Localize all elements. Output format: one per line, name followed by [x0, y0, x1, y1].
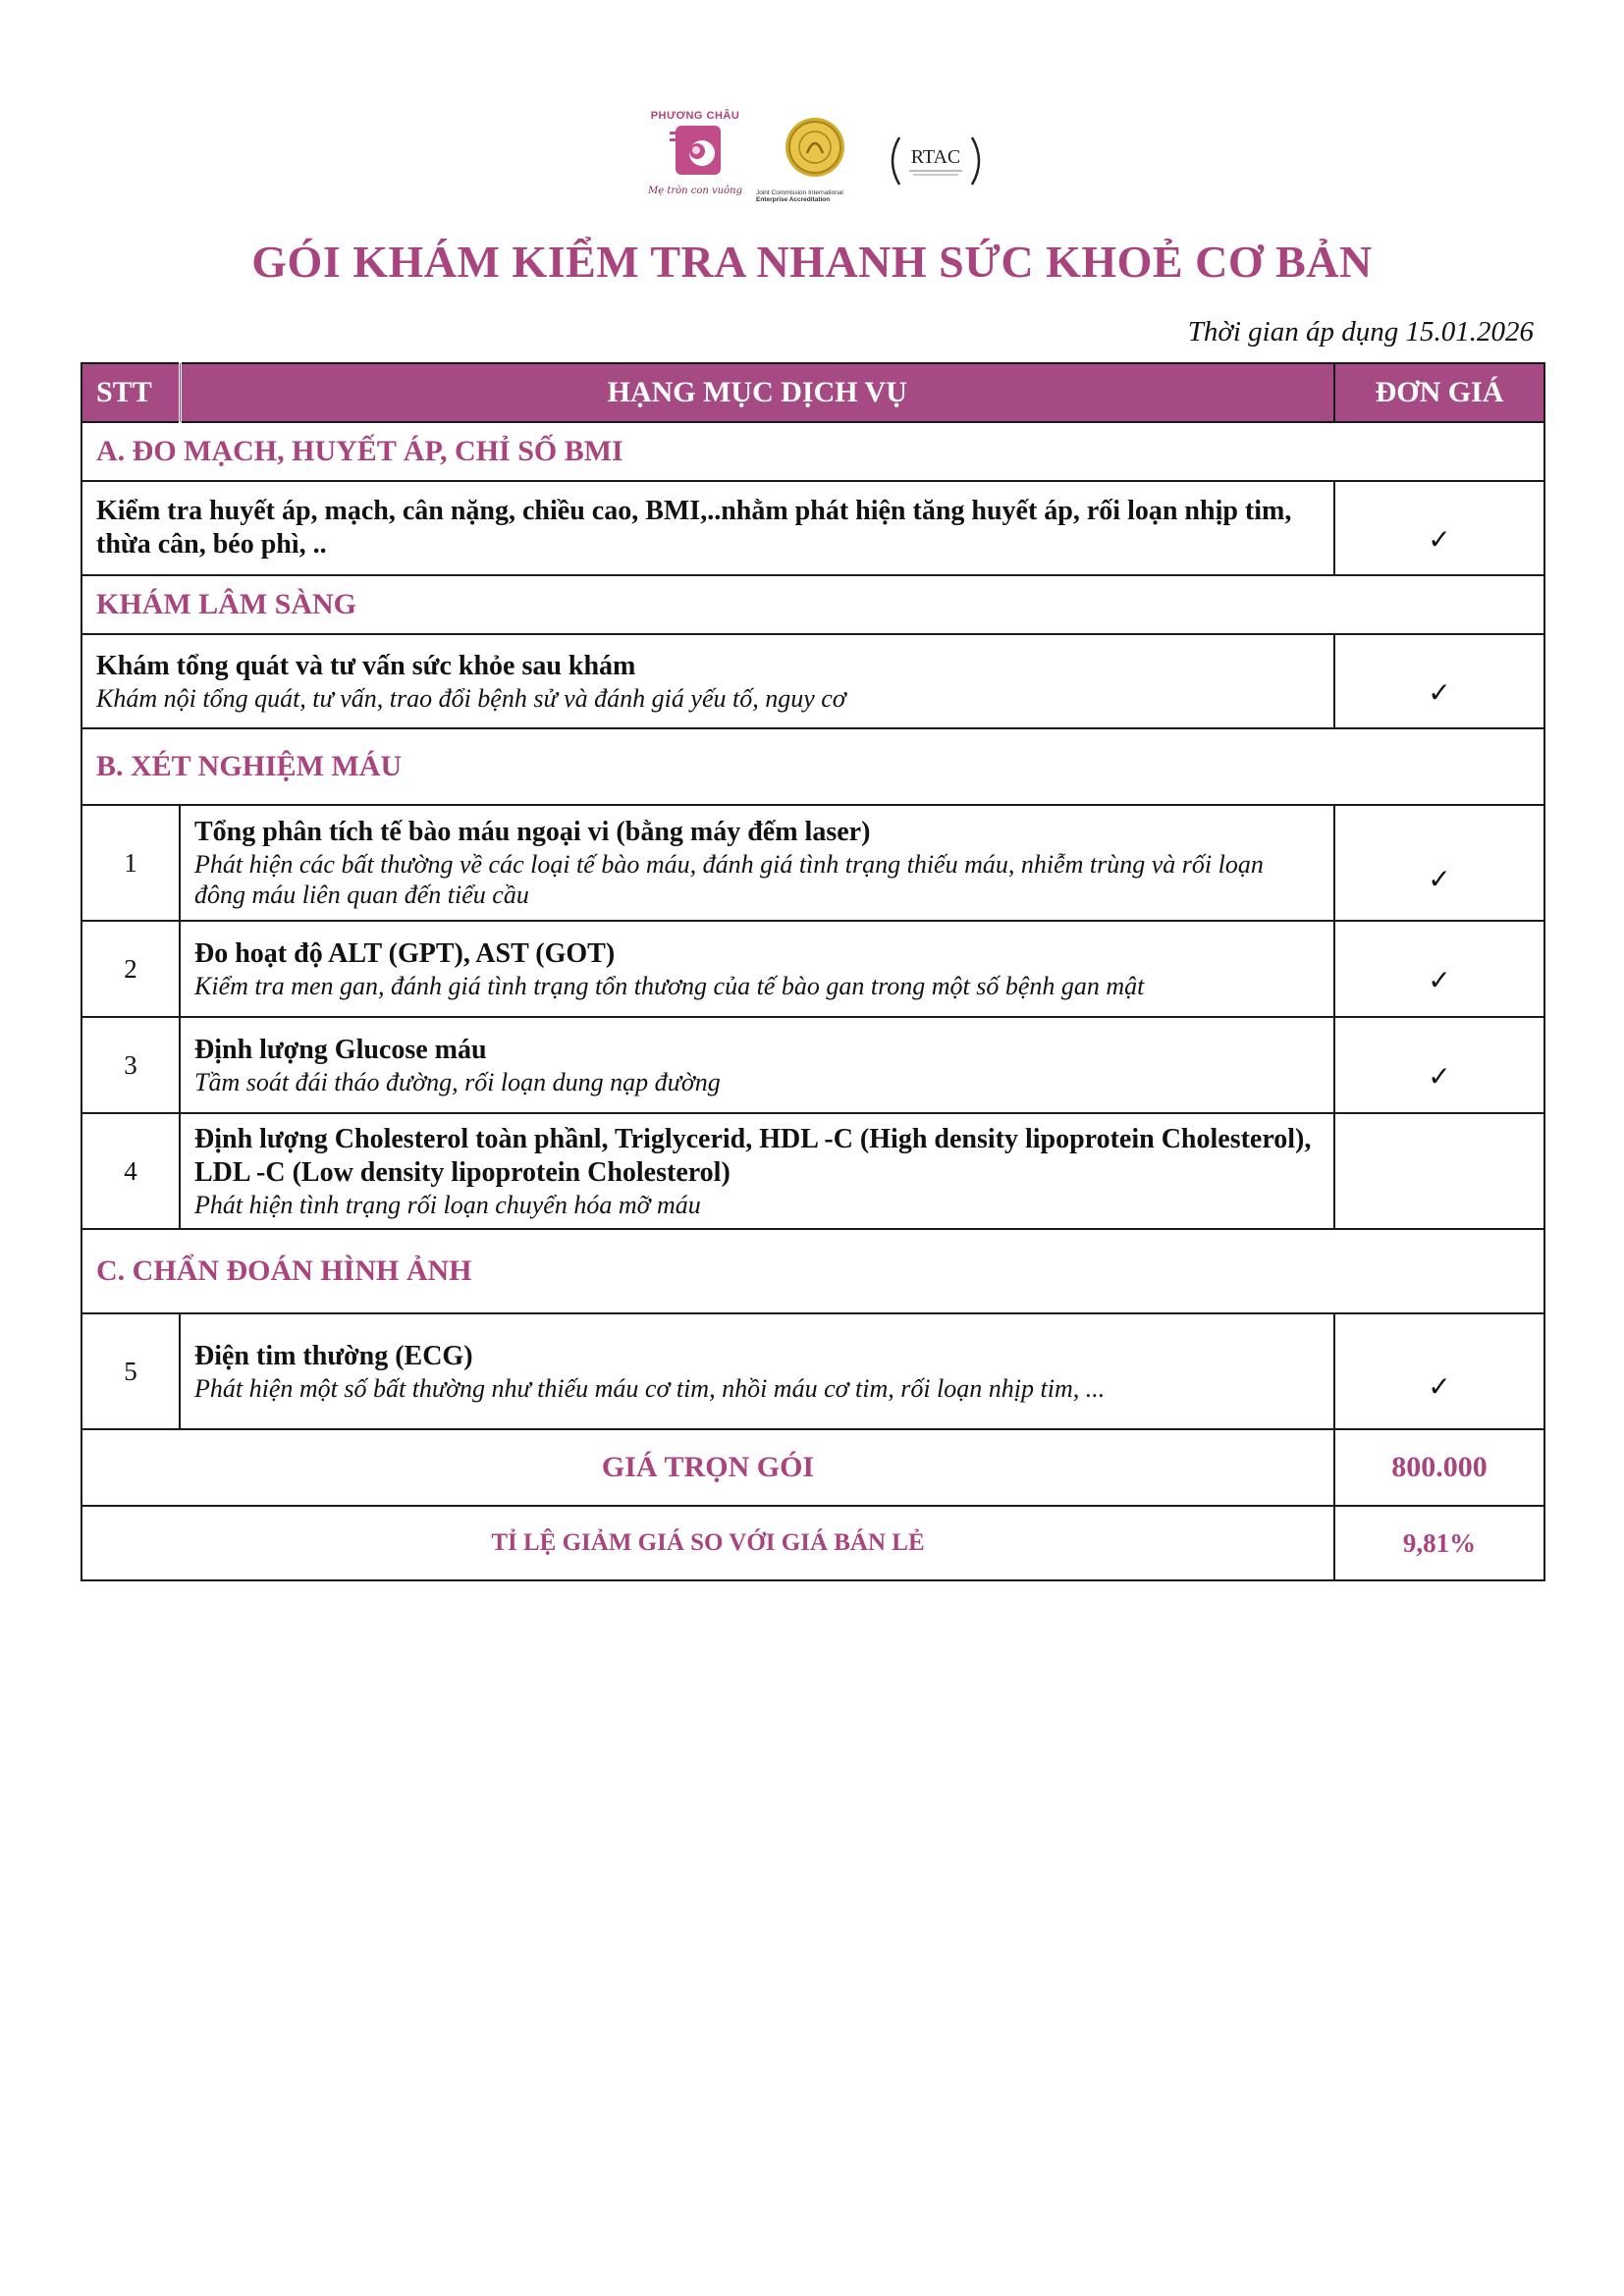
logo-bar [0, 110, 1624, 218]
applied-date: Thời gian áp dụng 15.01.2026 [1187, 316, 1534, 347]
jci-seal-icon [756, 114, 884, 185]
item-name: Định lượng Glucose máu [194, 1034, 487, 1065]
header-stt: STT [81, 363, 180, 422]
phuong-chau-logo [640, 110, 750, 208]
service-table [81, 362, 1545, 1581]
table-row [81, 921, 1544, 1017]
item-name: Tổng phân tích tế bào máu ngoại vi (bằng máy đếm laser) [194, 817, 871, 847]
discount-value: 9,81% [1334, 1506, 1544, 1580]
item-desc: Phát hiện một số bất thường như thiếu máu cơ tim, nhồi máu cơ tim, rối loạn nhịp tim, ... [194, 1373, 1106, 1403]
check-mark-icon: ✓ [1334, 805, 1544, 921]
jci-logo [756, 114, 884, 212]
item-content [180, 1017, 1334, 1113]
section-title: C. CHẨN ĐOÁN HÌNH ẢNH [81, 1229, 1544, 1313]
section-row [81, 1229, 1544, 1313]
rtac-bracket-icon [882, 132, 990, 190]
header-price: ĐƠN GIÁ [1334, 363, 1544, 422]
item-name: Định lượng Cholesterol toàn phầnl, Triglycerid, HDL -C (High density lipoprotein Cholesterol), LDL -C (Low density lipoprotein Cholesterol) [194, 1123, 1312, 1188]
section-title: KHÁM LÂM SÀNG [81, 575, 1544, 634]
phuong-chau-tagline: Mẹ tròn con vuông [648, 186, 742, 196]
table-header-row [81, 363, 1544, 422]
total-label: GIÁ TRỌN GÓI [81, 1429, 1334, 1506]
item-price-empty [1334, 1113, 1544, 1229]
section-row [81, 422, 1544, 481]
item-number: 3 [81, 1017, 180, 1113]
check-mark-icon: ✓ [1334, 634, 1544, 728]
table-row [81, 634, 1544, 728]
item-content [81, 634, 1334, 728]
page-title: GÓI KHÁM KIỂM TRA NHANH SỨC KHOẺ CƠ BẢN [251, 237, 1373, 287]
check-mark-icon: ✓ [1334, 1017, 1544, 1113]
item-name: Khám tổng quát và tư vấn sức khỏe sau khám [96, 650, 636, 681]
item-number: 1 [81, 805, 180, 921]
item-content [180, 805, 1334, 921]
item-content [81, 481, 1334, 575]
item-content [180, 1313, 1334, 1429]
item-name: Đo hoạt độ ALT (GPT), AST (GOT) [194, 937, 616, 969]
phuong-chau-emblem-icon [640, 122, 750, 179]
discount-label: TỈ LỆ GIẢM GIÁ SO VỚI GIÁ BÁN LẺ [81, 1506, 1334, 1580]
rtac-logo [882, 132, 990, 190]
rtac-text: RTAC [910, 146, 961, 168]
section-title: B. XÉT NGHIỆM MÁU [81, 728, 1544, 805]
jci-line1: Joint Commission International [756, 189, 843, 196]
check-mark-icon: ✓ [1334, 1313, 1544, 1429]
total-row [81, 1429, 1544, 1506]
header-item: HẠNG MỤC DỊCH VỤ [180, 363, 1334, 422]
total-value: 800.000 [1334, 1429, 1544, 1506]
item-content [180, 1113, 1334, 1229]
item-desc: Phát hiện các bất thường về các loại tế bào máu, đánh giá tình trạng thiếu máu, nhiễm trùng và rối loạn đông máu liên quan đến tiểu cầu [194, 850, 1264, 909]
item-desc: Kiểm tra men gan, đánh giá tình trạng tổn thương của tế bào gan trong một số bệnh gan mật [194, 971, 1145, 1000]
check-mark-icon: ✓ [1334, 921, 1544, 1017]
table-row [81, 805, 1544, 921]
item-name: Điện tim thường (ECG) [194, 1340, 473, 1371]
item-desc: Tầm soát đái tháo đường, rối loạn dung nạp đường [194, 1067, 721, 1096]
table-row [81, 1313, 1544, 1429]
discount-row [81, 1506, 1544, 1580]
item-number: 5 [81, 1313, 180, 1429]
table-row [81, 1017, 1544, 1113]
section-row [81, 728, 1544, 805]
table-row [81, 1113, 1544, 1229]
item-number: 4 [81, 1113, 180, 1229]
item-number: 2 [81, 921, 180, 1017]
item-desc: Khám nội tổng quát, tư vấn, trao đổi bệnh sử và đánh giá yếu tố, nguy cơ [96, 683, 846, 713]
section-title: A. ĐO MẠCH, HUYẾT ÁP, CHỈ SỐ BMI [81, 422, 1544, 481]
item-content [180, 921, 1334, 1017]
item-desc: Phát hiện tình trạng rối loạn chuyển hóa mỡ máu [194, 1190, 701, 1219]
item-name: Kiểm tra huyết áp, mạch, cân nặng, chiều cao, BMI,..nhằm phát hiện tăng huyết áp, rối loạn nhịp tim, thừa cân, béo phì, .. [96, 496, 1292, 560]
section-row [81, 575, 1544, 634]
table-row [81, 481, 1544, 575]
phuong-chau-brand: PHƯƠNG CHÂU [650, 110, 740, 122]
check-mark-icon: ✓ [1334, 481, 1544, 575]
jci-line2: Enterprise Accreditation [756, 196, 831, 203]
